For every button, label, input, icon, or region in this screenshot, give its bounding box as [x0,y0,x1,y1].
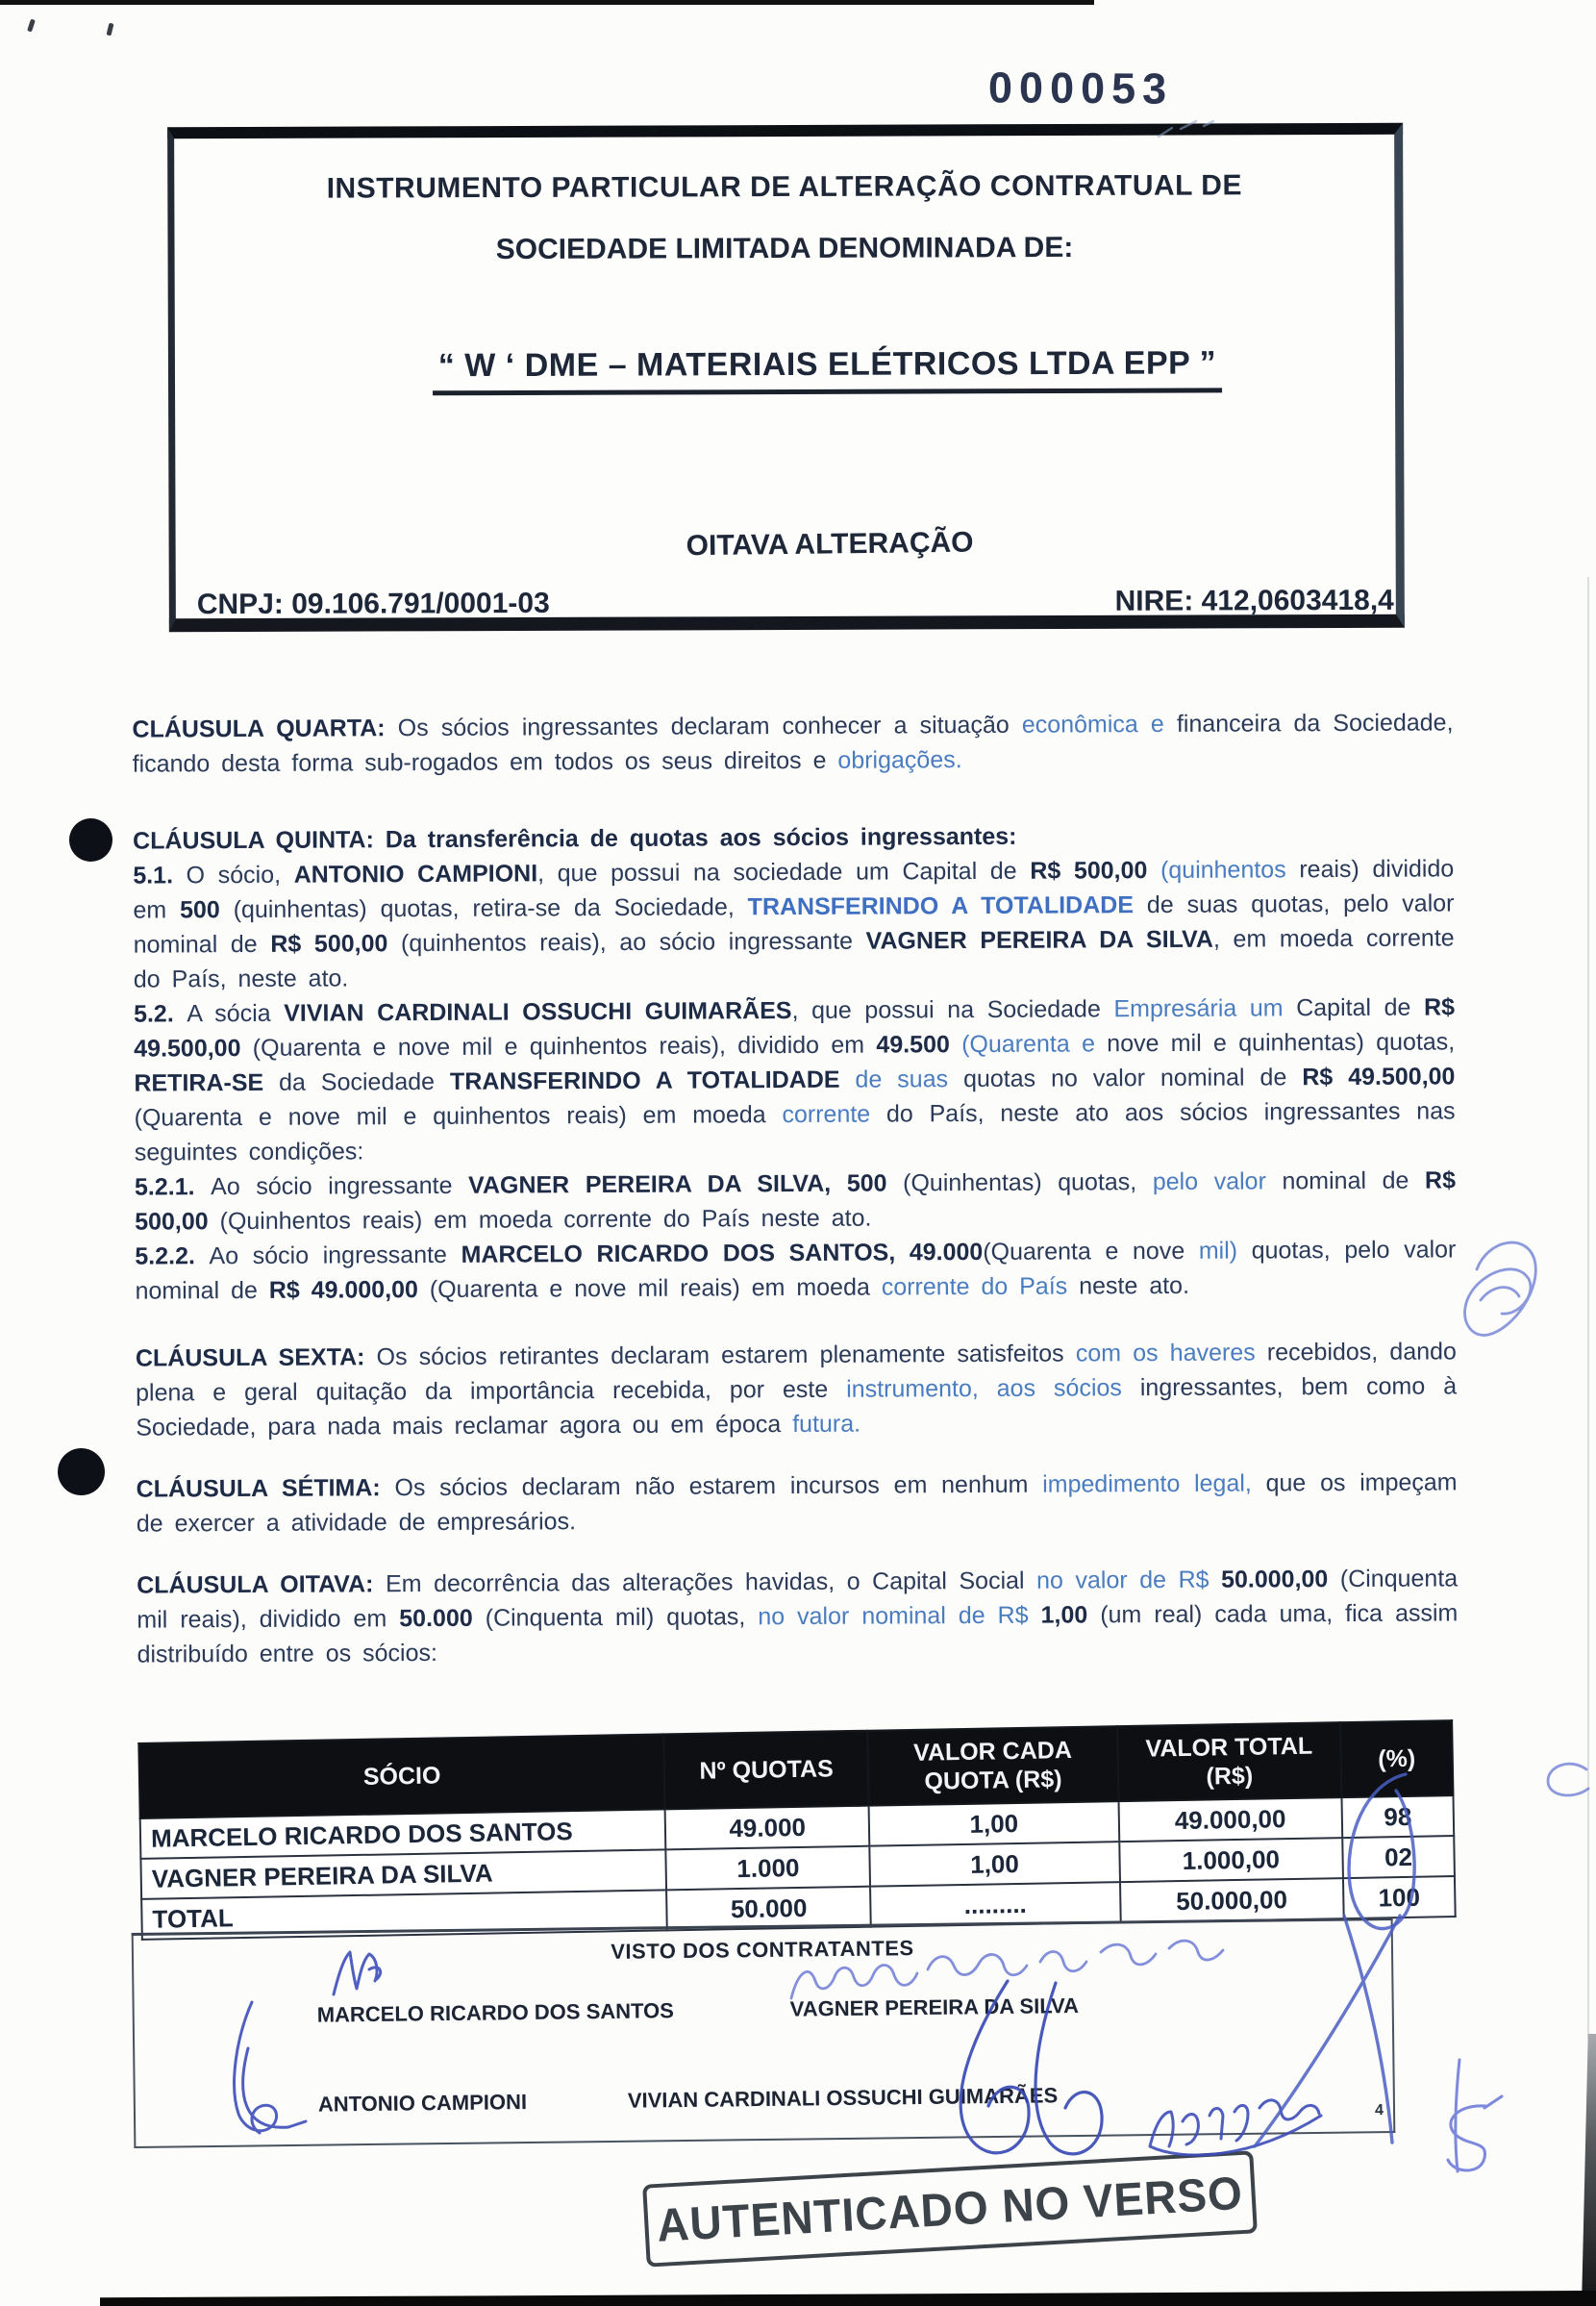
header-title-line1: INSTRUMENTO PARTICULAR DE ALTERAÇÃO CONTRATUAL DE [326,169,1242,205]
text-segment: Ao sócio ingressante [211,1171,469,1201]
text-segment: (quinhentas) quotas, retira-se da Sociedade, [233,893,748,924]
signature-line-vivian: VIVIAN CARDINALI OSSUCHI GUIMARÃES [627,2083,1059,2113]
text-segment: Os sócios declaram não estarem incursos em nenhum [394,1470,1043,1502]
text-segment: CLÁUSULA QUINTA: Da transferência de quotas aos sócios ingressantes: [133,822,1017,855]
signatures-heading: VISTO DOS CONTRATANTES [611,1936,914,1964]
text-segment: nominal de [1282,1166,1426,1195]
header-title-line2: SOCIEDADE LIMITADA DENOMINADA DE: [495,231,1074,266]
text-segment: R$ 500,00 [135,1166,1457,1236]
text-segment: (Cinquenta mil reais), dividido em [137,1565,1459,1634]
text-segment: VIVIAN CARDINALI OSSUCHI GUIMARÃES [284,997,792,1027]
cell-quotas: 1.000 [666,1846,870,1891]
signature-line-antonio: ANTONIO CAMPIONI [317,2090,528,2117]
paragraph-item-5-2-1 [135,1163,1456,1239]
signature-line-vagner: VAGNER PEREIRA DA SILVA [789,1993,1080,2021]
paragraph-clausula-sexta [136,1334,1458,1444]
col-header-percent: (%) [1340,1720,1453,1797]
cell-percent: 100 [1343,1876,1456,1918]
cell-valor-total: 49.000,00 [1118,1797,1342,1842]
text-segment: impedimento legal, [1042,1469,1266,1498]
company-name: “ W ‘ DME – MATERIAIS ELÉTRICOS LTDA EPP ” [433,344,1223,395]
text-segment: Os sócios retirantes declaram estarem plenamente satisfeitos [376,1340,1076,1371]
text-segment: (Quinhentas) quotas, [903,1168,1153,1197]
text-segment: obrigações. [837,746,962,774]
hole-punch-mark [69,818,112,862]
text-segment: R$ 500,00 [1030,857,1161,885]
nire-number: NIRE: 412,0603418,4 [1114,584,1394,617]
text-segment: TRANSFERINDO A TOTALIDADE [449,1065,840,1095]
ink-dollar-scribble [1448,2060,1502,2171]
cell-valor-quota: 1,00 [869,1801,1119,1846]
text-segment: no valor de R$ [1036,1566,1222,1594]
authentication-stamp-text: AUTENTICADO NO VERSO [655,2166,1245,2252]
capital-table [137,1719,1456,1941]
text-segment: R$ 49.500,00 [1302,1063,1456,1091]
text-segment: ANTONIO CAMPIONI [293,860,538,889]
text-segment: de suas quotas, pelo valor nominal de [133,890,1455,959]
text-segment: reais) dividido em [133,855,1455,924]
text-segment: neste ato. [1079,1271,1190,1300]
text-segment: (Quarenta e nove mil e quinhentos reais), dividido em [252,1031,877,1062]
text-segment: 5.2.1. [134,1173,212,1201]
text-segment: Os sócios ingressantes declaram conhecer a situação [397,711,1022,742]
text-segment: , que possui na Sociedade [791,995,1114,1025]
text-segment: com os haveres [1075,1339,1267,1367]
text-segment: 5.1. [133,862,187,890]
text-segment: futura. [792,1410,861,1439]
authentication-stamp [642,2150,1258,2267]
paragraph-item-5-2 [134,990,1456,1169]
hole-punch-mark [58,1448,105,1495]
page-number-stamp: 000053 [987,63,1174,113]
text-segment: da Sociedade [263,1067,451,1096]
amendment-title: OITAVA ALTERAÇÃO [686,526,974,563]
text-segment: mil) [1198,1237,1252,1265]
cell-valor-total: 50.000,00 [1120,1878,1344,1922]
text-segment: O sócio, [186,861,294,890]
sheet-corner-number: 4 [1375,2102,1384,2119]
text-segment: CLÁUSULA SEXTA: [135,1343,377,1372]
paragraph-clausula-oitava [137,1561,1459,1671]
paragraph-item-5-2-2 [135,1232,1456,1308]
scan-edge-right-line [1587,577,1589,2039]
text-segment: TRANSFERINDO A TOTALIDADE [747,891,1135,921]
cell-socio: VAGNER PEREIRA DA SILVA [140,1849,666,1899]
text-segment: (Quarenta e nove mil e quinhentos reais) em moeda [134,1101,783,1132]
registration-row [176,584,1396,621]
text-segment: financeira da Sociedade, ficando desta forma sub-rogados em todos os seus direitos e [132,709,1454,778]
text-segment: econômica e [1021,710,1177,739]
text-segment: R$ 49.000,00 [268,1275,430,1304]
text-segment: ingressantes, bem como à Sociedade, para nada mais reclamar agora ou em época [136,1372,1458,1441]
text-segment: 5.2.2. [135,1242,210,1270]
cell-socio: TOTAL [141,1890,667,1940]
cell-valor-total: 1.000,00 [1119,1838,1343,1882]
text-segment: que os impeçam de exercer a atividade de empresários. [136,1468,1458,1538]
text-segment: pelo valor [1152,1167,1283,1196]
scan-speck [27,19,36,33]
cnpj-number: CNPJ: 09.106.791/0001-03 [196,587,550,621]
cell-socio: MARCELO RICARDO DOS SANTOS [140,1809,666,1859]
text-segment: CLÁUSULA SÉTIMA: [136,1474,395,1503]
text-segment: , em moeda corrente do País, neste ato. [133,924,1455,993]
text-segment: , que possui na sociedade um Capital de [537,857,1031,888]
text-segment: 500 [180,896,234,924]
signature-line-marcelo: MARCELO RICARDO DOS SANTOS [316,1998,675,2027]
text-segment: quotas no valor nominal de [962,1064,1303,1093]
text-segment: (Quinhentos reais) em moeda corrente do País neste ato. [219,1204,872,1236]
scan-edge-top [0,0,1094,5]
text-segment: VAGNER PEREIRA DA SILVA [865,925,1214,955]
text-segment: MARCELO RICARDO DOS SANTOS, 49.000 [461,1238,984,1268]
text-segment: Ao sócio ingressante [209,1241,461,1270]
cell-percent: 02 [1342,1836,1455,1878]
document-header-box [167,123,1405,632]
text-segment: 49.500 [876,1031,962,1059]
text-segment: VAGNER PEREIRA DA SILVA, 500 [468,1169,904,1199]
text-segment: R$ 49.500,00 [134,993,1456,1063]
cell-valor-quota: 1,00 [869,1842,1119,1887]
text-segment: nove mil e quinhentas) quotas, [1107,1028,1456,1058]
text-segment: 1,00 [1040,1601,1101,1629]
text-segment: (Cinquenta mil) quotas, [485,1603,759,1632]
text-segment: 50.000 [399,1604,486,1633]
scan-edge-right-band [1582,2034,1596,2306]
col-header-valor-quota: VALOR CADA QUOTA (R$) [867,1726,1118,1806]
text-segment: recebidos, dando plena e geral quitação da importância recebida, por este [136,1338,1457,1407]
paragraph-clausula-setima [137,1465,1458,1541]
text-segment: instrumento, aos sócios [846,1374,1140,1403]
cell-valor-quota: ......... [870,1882,1120,1927]
scan-edge-bottom [100,2291,1596,2306]
cell-percent: 98 [1341,1795,1454,1838]
text-segment: quotas, pelo valor nominal de [135,1236,1457,1305]
ink-doodle-right-margin [1465,1242,1536,1335]
text-segment: CLÁUSULA QUARTA: [132,714,398,743]
text-segment: CLÁUSULA OITAVA: [137,1570,387,1599]
text-segment: (quinhentos [1160,856,1300,885]
text-segment: Capital de [1296,993,1425,1022]
paragraph-item-5-1 [133,851,1455,996]
cell-quotas: 50.000 [666,1887,870,1931]
text-segment: Empresária um [1113,994,1297,1023]
text-segment: no valor nominal de R$ [758,1601,1041,1631]
col-header-valor-total: VALOR TOTAL (R$) [1117,1722,1342,1801]
text-segment: de suas [839,1065,964,1093]
text-segment: (Quarenta e nove mil reais) em moeda [429,1273,882,1303]
text-segment: (Quarenta e nove [983,1237,1199,1266]
text-segment: corrente do País [881,1272,1080,1301]
cell-quotas: 49.000 [665,1806,869,1850]
text-segment: do País, neste ato aos sócios ingressantes nas seguintes condições: [134,1097,1456,1166]
col-header-quotas: Nº QUOTAS [664,1731,869,1810]
text-segment: 5.2. [133,1000,187,1028]
text-segment: Em decorrência das alterações havidas, o Capital Social [385,1567,1037,1598]
text-segment: corrente [782,1100,887,1129]
text-segment: RETIRA-SE [134,1068,264,1097]
text-segment: R$ 500,00 [270,930,402,958]
paragraph-clausula-quarta [132,705,1453,781]
text-segment: (um real) cada uma, fica assim distribuído entre os sócios: [137,1599,1459,1668]
signatures-box [132,1917,1396,2148]
company-name-row [175,344,1395,396]
text-segment: (Quarenta e [961,1030,1108,1059]
document-body [132,705,1458,1671]
col-header-socio: SÓCIO [138,1734,665,1818]
text-segment: 50.000,00 [1220,1566,1340,1593]
ink-small-ring [1548,1764,1588,1795]
text-segment: (quinhentos reais), ao sócio ingressante [400,927,866,958]
text-segment: A sócia [187,999,285,1028]
scan-speck [107,23,114,37]
